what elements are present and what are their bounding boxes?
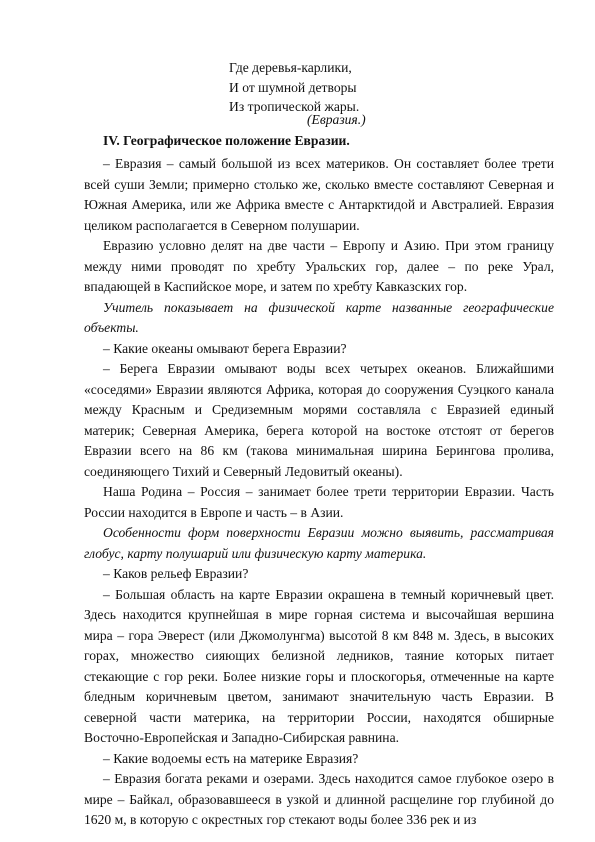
paragraph: Наша Родина – Россия – занимает более трети территории Евразии. Часть России находится в Европе и часть – в Азии. (84, 484, 554, 520)
poem-line: Где деревья-карлики, (229, 60, 352, 75)
question: – Каков рельеф Евразии? (103, 566, 249, 581)
question: – Какие океаны омывают берега Евразии? (103, 340, 347, 356)
body-text (84, 154, 554, 831)
paragraph: – Евразия – самый большой из всех материков. Он составляет более трети всей суши Земли; примерно столько же, сколько вместе составляют Северная и Южная Америка, или же Африка вместе с Антарктидой и Австралией. Евразия целиком располагается в Северном полушарии. (84, 156, 554, 233)
paragraph: Евразию условно делят на две части – Европу и Азию. При этом границу между ними проводят по хребту Уральских гор, далее – по реке Урал, впадающей в Каспийское море, и затем по хребту Кавказских гор. (84, 238, 554, 294)
section-heading: IV. Географическое положение Евразии. (103, 133, 350, 148)
poem-stanza (229, 58, 359, 117)
paragraph: – Евразия богата реками и озерами. Здесь находится самое глубокое озеро в мире – Байкал, образовавшееся в узкой и длинной расщелине гор глубиной до 1620 м, в которую с окрестных гор стекают воды более 336 рек и из (84, 771, 554, 827)
teacher-note: Учитель показывает на физической карте названные географические объекты. (84, 299, 554, 335)
poem-line: И от шумной детворы (229, 79, 357, 95)
poem-line: Из тропической жары. (229, 99, 360, 114)
paragraph: – Большая область на карте Евразии окрашена в темный коричневый цвет. Здесь находится крупнейшая в мире горная система и высочайшая вершина мира – гора Эверест (или Джомолунгма) высотой 8 км 848 м. Здесь, в высоких горах, множество сияющих белизной ледников, таяние которых питает стекающие с гор реки. Более низкие горы и плоскогорья, отмеченные на карте бледным коричневым цветом, занимают значительную часть Евразии. В северной части материка, на территории России, находятся обширные Восточно-Европейская и Западно-Сибирская равнина. (84, 586, 554, 745)
teacher-note: Особенности форм поверхности Евразии можно выявить, рассматривая глобус, карту полушарий или физическую карту материка. (84, 525, 554, 561)
paragraph: – Берега Евразии омывают воды всех четырех океанов. Ближайшими «соседями» Евразии являются Африка, которая до сооружения Суэцкого канала между Красным и Средиземным морями составляла с Евразией единый материк; Северная Америка, берега которой на востоке отстоят от берегов Евразии всего на 86 км (такова минимальная ширина Берингова пролива, соединяющего Тихий и Северный Ледовитый океаны). (84, 361, 554, 479)
question: – Какие водоемы есть на материке Евразия? (103, 750, 359, 766)
poem-source: (Евразия.) (307, 112, 366, 127)
